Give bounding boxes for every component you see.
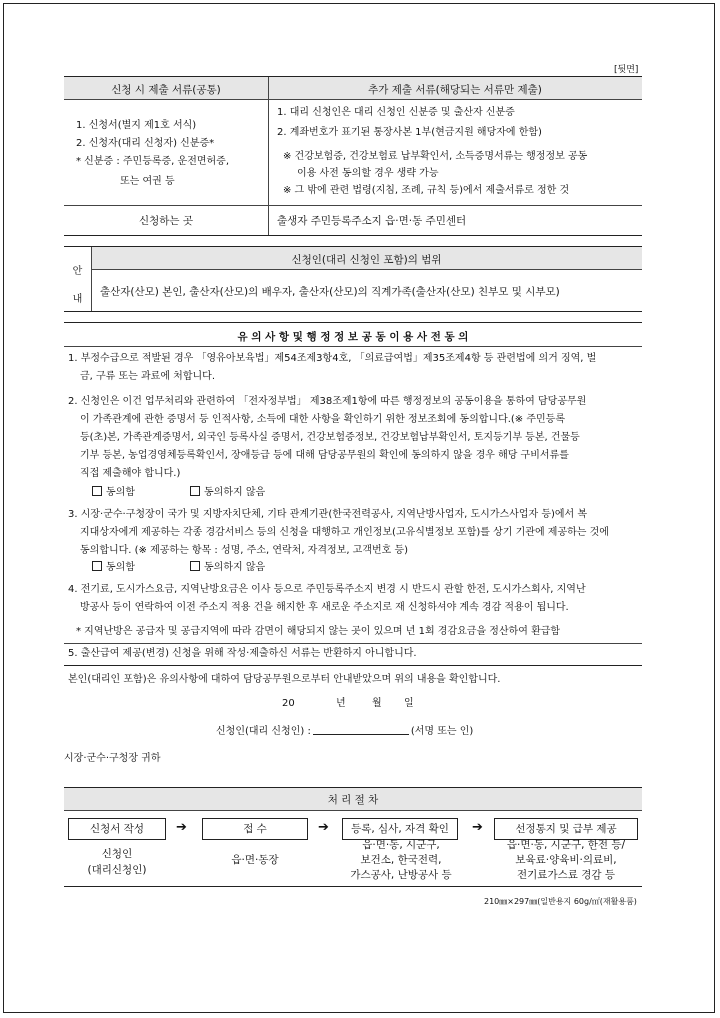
applicant-label: 신청인(대리 신청인) :: [216, 726, 311, 737]
guide-title: 신청인(대리 신청인 포함)의 범위: [291, 254, 442, 266]
date-year-prefix: 20: [282, 698, 295, 709]
process-step-4-sub: [484, 838, 648, 883]
guide-bottom-rule: [64, 311, 642, 312]
common-docs-header: 신청 시 제출 서류(공통): [111, 84, 221, 96]
guide-text: 출산자(산모) 본인, 출산자(산모)의 배우자, 출산자(산모)의 직계가족(출산자(산모) 친부모 및 시부모): [100, 286, 560, 298]
applicant-line: [216, 724, 473, 739]
place-label: 신청하는 곳: [138, 215, 194, 227]
additional-doc-note: ※ 그 밖에 관련 법령(지침, 조례, 규칙 등)에서 제출서류로 정한 것: [283, 185, 570, 196]
common-doc-note: * 신분증 : 주민등록증, 운전면허증,: [76, 156, 230, 167]
step-3-actor: 보건소, 한국전력,: [360, 854, 442, 866]
common-doc-line: 2. 신청자(대리 신청자) 신분증*: [76, 138, 215, 149]
arrow-right-icon: ➔: [472, 820, 483, 835]
notice-item-2-cont: 이 가족관계에 관한 증명서 등 인적사항, 소득에 대한 사항을 확인하기 위한 정보조회에 동의합니다.(※ 주민등록: [80, 414, 566, 425]
process-step-2: 접 수: [202, 818, 308, 840]
agree-label: 동의함: [106, 562, 135, 573]
additional-doc-note: ※ 건강보험증, 건강보험료 납부확인서, 소득증명서류는 행정정보 공동: [283, 151, 588, 162]
checkbox-icon[interactable]: [92, 561, 102, 571]
docs-bottom-rule: [64, 235, 642, 236]
step-4-actor: 보육료·양육비·의료비,: [515, 854, 617, 866]
docs-place-rule: [64, 205, 642, 206]
paper-spec-footer: 210㎜×297㎜(일반용지 60g/㎡(재활용품): [484, 897, 637, 906]
notice-bottom-rule: [64, 665, 642, 666]
step-3-actor: 읍·면·동, 시군구,: [362, 839, 440, 851]
notice-item-3: 3. 시장·군수·구청장이 국가 및 지방자치단체, 기타 관계기관(한국전력공사, 지역난방사업자, 도시가스사업자 등)에서 복: [68, 509, 588, 520]
process-step-3: 등록, 심사, 자격 확인: [342, 818, 458, 840]
date-day: 일: [404, 698, 414, 709]
process-title: 처 리 절 차: [327, 794, 379, 806]
process-title-rule: [64, 810, 642, 811]
step-1-actor: (대리신청인): [87, 864, 147, 876]
guide-header-rule: [91, 269, 642, 270]
notice-top-rule: [64, 322, 642, 323]
notice-item-5: 5. 출산급여 제공(변경) 신청을 위해 작성·제출하신 서류는 반환하지 아니합니다.: [68, 648, 417, 659]
notice-item-3-cont: 동의합니다. (※ 제공하는 항목 : 성명, 주소, 연락처, 자격정보, 고객번호 등): [80, 545, 409, 556]
guide-side-top: 안: [72, 266, 83, 277]
docs-col-divider: [268, 77, 269, 235]
page-label: [뒷면]: [614, 65, 639, 75]
notice-item-2-cont: 기부 등본, 농업경영체등록확인서, 장애등급 등에 대해 담당공무원의 확인에 동의하지 않을 경우 해당 구비서류를: [80, 450, 569, 461]
common-doc-line: 1. 신청서(별지 제1호 서식): [76, 120, 197, 131]
process-step-1: 신청서 작성: [68, 818, 166, 840]
checkbox-icon[interactable]: [92, 486, 102, 496]
checkbox-icon[interactable]: [190, 561, 200, 571]
disagree-label: 동의하지 않음: [204, 562, 266, 573]
step-4-actor: 읍·면·동, 시군구, 한전 등/: [506, 839, 626, 851]
applicant-signature-field[interactable]: [313, 724, 409, 735]
consent-2-disagree[interactable]: [190, 486, 265, 500]
notice-title: 유 의 사 항 및 행 정 정 보 공 동 이 용 사 전 동 의: [237, 331, 469, 343]
process-step-3-sub: [328, 838, 474, 883]
common-doc-note: 또는 여권 등: [120, 176, 175, 187]
consent-3-agree[interactable]: [92, 561, 135, 575]
notice-item-4-cont: 방공사 등이 연락하여 이전 주소지 적용 건을 해지한 후 새로운 주소지로 재 신청하셔야 계속 경감 적용이 됩니다.: [80, 602, 569, 613]
notice-item-1: 1. 부정수급으로 적발된 경우 「영유아보육법」제54조제3항4호, 「의료급여법」제35조제4항 등 관련법에 의거 징역, 벌: [68, 353, 597, 364]
notice-item-2: 2. 신청인은 이건 업무처리와 관련하여 「전자정부법」 제38조제1항에 따른 행정정보의 공동이용을 통하여 담당공무원: [68, 396, 587, 407]
consent-3-disagree[interactable]: [190, 561, 265, 575]
arrow-right-icon: ➔: [318, 820, 329, 835]
arrow-right-icon: ➔: [176, 820, 187, 835]
step-3-actor: 가스공사, 난방공사 등: [350, 869, 452, 881]
addressee: 시장·군수·구청장 귀하: [64, 753, 161, 764]
disagree-label: 동의하지 않음: [204, 487, 266, 498]
notice-item-2-cont: 등(초)본, 가족관계증명서, 외국인 등록사실 증명서, 건강보험증정보, 건강보험납부확인서, 토지등기부 등본, 건물등: [80, 432, 580, 443]
notice-title-rule: [64, 346, 642, 347]
date-month: 월: [372, 698, 382, 709]
notice-item-3-cont: 지대상자에게 제공하는 각종 경감서비스 등의 신청을 대행하고 개인정보(고유식별정보 포함)를 상기 기관에 제공하는 것에: [80, 527, 609, 538]
additional-doc-line: 2. 계좌번호가 표기된 통장사본 1부(현금지원 해당자에 한함): [277, 127, 542, 138]
process-step-2-sub: [202, 852, 308, 868]
additional-docs-header: 추가 제출 서류(해당되는 서류만 제출): [368, 84, 542, 96]
sign-label: (서명 또는 인): [410, 726, 474, 737]
notice-item-4: 4. 전기료, 도시가스요금, 지역난방요금은 이사 등으로 주민등록주소지 변경 시 반드시 관할 한전, 도시가스회사, 지역난: [68, 584, 586, 595]
step-2-actor: 읍·면·동장: [231, 854, 279, 866]
notice-item-1-cont: 금, 구류 또는 과료에 처합니다.: [80, 371, 215, 382]
additional-doc-note: 이용 사전 동의할 경우 생략 가능: [297, 168, 439, 179]
notice-item-5-rule: [64, 643, 642, 644]
notice-item-2-cont: 직접 제출해야 합니다.): [80, 468, 181, 479]
process-bottom-rule: [64, 886, 642, 887]
place-value: 출생자 주민등록주소지 읍·면·동 주민센터: [277, 215, 467, 227]
consent-2-agree[interactable]: [92, 486, 135, 500]
additional-doc-line: 1. 대리 신청인은 대리 신청인 신분증 및 출산자 신분증: [277, 107, 515, 118]
guide-side-bottom: 내: [72, 294, 83, 305]
confirm-text: 본인(대리인 포함)은 유의사항에 대하여 담당공무원으로부터 안내받았으며 위의 내용을 확인합니다.: [68, 674, 501, 685]
process-step-1-sub: [68, 846, 166, 878]
checkbox-icon[interactable]: [190, 486, 200, 496]
step-1-actor: 신청인: [101, 848, 133, 860]
step-4-actor: 전기료가스료 경감 등: [517, 869, 615, 881]
date-year: 년: [336, 698, 346, 709]
notice-item-4-note: * 지역난방은 공급자 및 공급지역에 따라 감면이 해당되지 않는 곳이 있으며 년 1회 경감요금을 정산하여 환급함: [76, 626, 561, 637]
docs-header-rule: [64, 99, 642, 100]
process-step-4: 선정통지 및 급부 제공: [494, 818, 638, 840]
agree-label: 동의함: [106, 487, 135, 498]
